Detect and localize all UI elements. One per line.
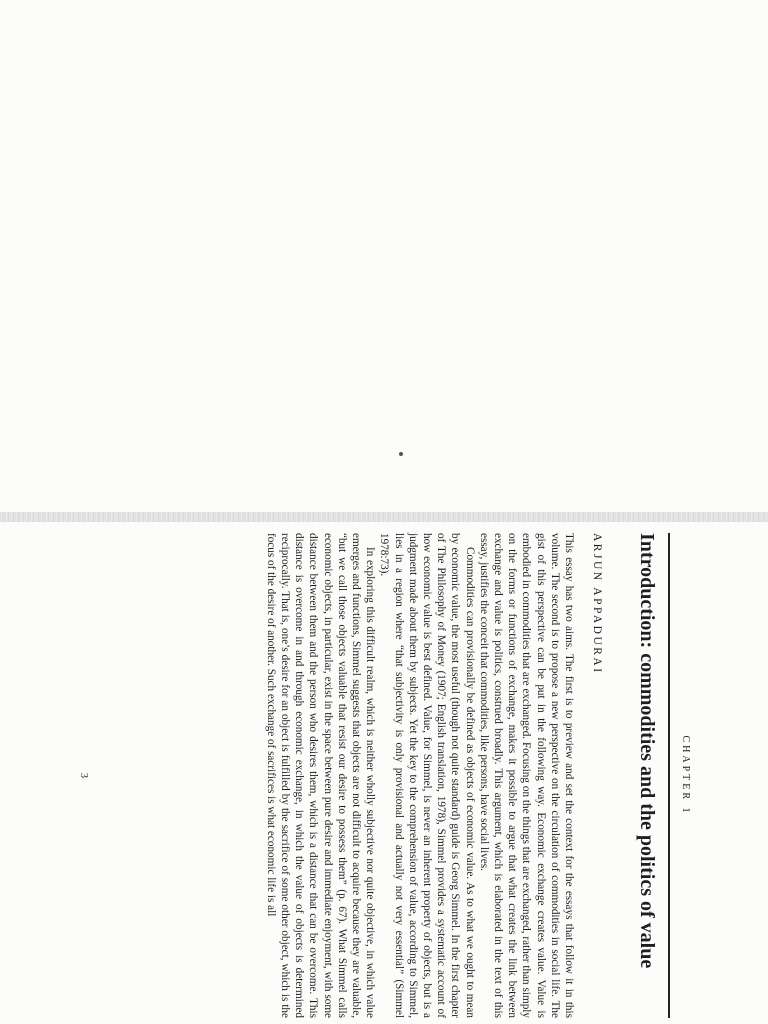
paragraph-2: Commodities can provisionally be defined as objects of economic value. As to what we ought to mean by economic value, the most useful (though not quite standard) guide is Georg Simmel. In the first chapter of The Philosophy of Money (1907; English translation, 1978), Simmel provides a systematic account of how economic value is best defined. Value, for Simmel, is never an inherent property of objects, but is a judgment made about them by subjects. Yet the key to the comprehension of value, according to Simmel, lies in a region where “that subjectivity is only provisional and actually not very essential” (Simmel 1978:73). bbox=[378, 533, 476, 1018]
body-text bbox=[264, 533, 576, 1018]
paragraph-3: In exploring this difficult realm, which is neither wholly subjective nor quite objective, in which value emerges and functions, Simmel suggests that objects are not difficult to acquire because they are valuable, “but we call those objects valuable that resist our desire to possess them” (p. 67). What Simmel calls economic objects, in particular, exist in the space between pure desire and immediate enjoyment, with some distance between them and the person who desires them, which is a distance that can be overcome. This distance is overcome in and through economic exchange, in which the value of objects is determined reciprocally. That is, one’s desire for an object is fulfilled by the sacrifice of some other object, which is the focus of the desire of another. Such exchange of sacrifices is what economic life is all bbox=[264, 533, 377, 1018]
chapter-rule bbox=[669, 533, 671, 1018]
chapter-label: CHAPTER 1 bbox=[680, 735, 691, 816]
scan-speck bbox=[399, 452, 403, 456]
paragraph-1: This essay has two aims. The first is to preview and set the context for the essays that follow it in this volume. The second is to propose a new perspective on the circulation of commodities in social life. The gist of this perspective can be put in the following way. Economic exchange creates value. Value is embodied in commodities that are exchanged. Focusing on the things that are exchanged, rather than simply on the forms or functions of exchange, makes it possible to argue that what creates the link between exchange and value is politics, construed broadly. This argument, which is elaborated in the text of this essay, justifies the conceit that commodities, like persons, have social lives. bbox=[477, 533, 575, 1018]
page-number: 3 bbox=[78, 773, 89, 778]
book-page bbox=[69, 533, 701, 1018]
chapter-title: Introduction: commodities and the politics of value bbox=[636, 533, 658, 969]
chapter-author: ARJUN APPADURAI bbox=[591, 533, 603, 675]
scan-artifact-line bbox=[0, 512, 768, 522]
